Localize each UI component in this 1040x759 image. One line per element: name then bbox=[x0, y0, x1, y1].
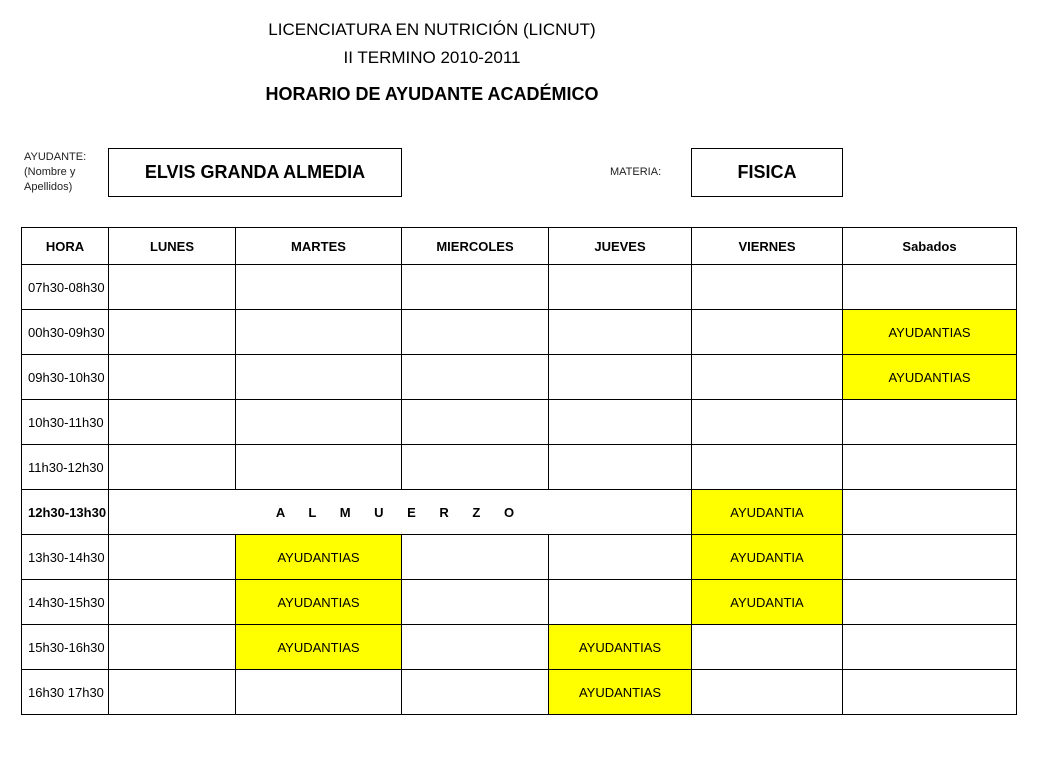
table-row bbox=[22, 445, 1017, 490]
table-cell bbox=[692, 625, 843, 670]
table-cell bbox=[549, 535, 692, 580]
table-cell bbox=[549, 400, 692, 445]
table-cell bbox=[692, 355, 843, 400]
hora-cell: 13h30-14h30 bbox=[22, 535, 109, 580]
col-header-lunes: LUNES bbox=[109, 228, 236, 265]
table-cell bbox=[843, 625, 1017, 670]
ayudantia-cell: AYUDANTIAS bbox=[236, 535, 402, 580]
ayudantia-cell: AYUDANTIAS bbox=[549, 670, 692, 715]
hora-cell: 15h30-16h30 bbox=[22, 625, 109, 670]
table-cell bbox=[843, 445, 1017, 490]
table-cell bbox=[236, 310, 402, 355]
table-row-almuerzo bbox=[22, 490, 1017, 535]
table-cell bbox=[109, 580, 236, 625]
table-cell bbox=[109, 310, 236, 355]
table-row bbox=[22, 580, 1017, 625]
table-cell bbox=[109, 355, 236, 400]
hora-cell: 12h30-13h30 bbox=[22, 490, 109, 535]
col-header-sabados: Sabados bbox=[843, 228, 1017, 265]
table-cell bbox=[402, 625, 549, 670]
ayudante-label-line2: (Nombre y bbox=[24, 166, 76, 178]
table-cell bbox=[692, 445, 843, 490]
schedule-table bbox=[21, 227, 1017, 715]
title-term: II TERMINO 2010-2011 bbox=[343, 48, 521, 67]
table-cell bbox=[549, 580, 692, 625]
col-header-hora: HORA bbox=[22, 228, 109, 265]
hora-cell: 07h30-08h30 bbox=[22, 265, 109, 310]
hora-cell: 16h30 17h30 bbox=[22, 670, 109, 715]
table-cell bbox=[692, 400, 843, 445]
table-cell bbox=[692, 310, 843, 355]
table-cell bbox=[402, 310, 549, 355]
table-cell bbox=[402, 400, 549, 445]
table-row bbox=[22, 265, 1017, 310]
table-cell bbox=[109, 535, 236, 580]
ayudantia-cell: AYUDANTIA bbox=[692, 490, 843, 535]
table-cell bbox=[549, 265, 692, 310]
table-cell bbox=[109, 670, 236, 715]
table-cell bbox=[692, 670, 843, 715]
table-cell bbox=[692, 265, 843, 310]
table-row bbox=[22, 310, 1017, 355]
table-cell bbox=[843, 490, 1017, 535]
col-header-miercoles: MIERCOLES bbox=[402, 228, 549, 265]
ayudante-label-line1: AYUDANTE: bbox=[24, 151, 87, 163]
col-header-martes: MARTES bbox=[236, 228, 402, 265]
ayudante-label-line3: Apellidos) bbox=[24, 181, 73, 193]
col-header-jueves: JUEVES bbox=[549, 228, 692, 265]
table-row bbox=[22, 355, 1017, 400]
table-cell bbox=[402, 355, 549, 400]
table-cell bbox=[843, 580, 1017, 625]
ayudantia-cell: AYUDANTIAS bbox=[549, 625, 692, 670]
table-cell bbox=[402, 670, 549, 715]
table-cell bbox=[236, 670, 402, 715]
table-cell bbox=[236, 400, 402, 445]
materia-label: MATERIA: bbox=[610, 166, 662, 178]
table-cell bbox=[109, 265, 236, 310]
table-cell bbox=[549, 355, 692, 400]
table-cell bbox=[843, 265, 1017, 310]
ayudantia-cell: AYUDANTIAS bbox=[236, 625, 402, 670]
ayudantia-cell: AYUDANTIA bbox=[692, 535, 843, 580]
table-cell bbox=[843, 400, 1017, 445]
ayudantia-cell: AYUDANTIAS bbox=[843, 310, 1017, 355]
table-cell bbox=[109, 445, 236, 490]
hora-cell: 14h30-15h30 bbox=[22, 580, 109, 625]
table-row bbox=[22, 670, 1017, 715]
ayudante-label bbox=[24, 150, 86, 195]
title-program: LICENCIATURA EN NUTRICIÓN (LICNUT) bbox=[268, 20, 596, 39]
table-cell bbox=[402, 535, 549, 580]
table-cell bbox=[402, 265, 549, 310]
table-header-row bbox=[22, 228, 1017, 265]
table-cell bbox=[843, 535, 1017, 580]
hora-cell: 00h30-09h30 bbox=[22, 310, 109, 355]
table-cell bbox=[402, 445, 549, 490]
table-cell bbox=[549, 310, 692, 355]
ayudantia-cell: AYUDANTIA bbox=[692, 580, 843, 625]
table-row bbox=[22, 625, 1017, 670]
title-schedule: HORARIO DE AYUDANTE ACADÉMICO bbox=[265, 84, 599, 104]
hora-cell: 11h30-12h30 bbox=[22, 445, 109, 490]
table-cell bbox=[236, 265, 402, 310]
table-row bbox=[22, 535, 1017, 580]
ayudante-name-box: ELVIS GRANDA ALMEDIA bbox=[108, 148, 402, 197]
table-cell bbox=[236, 445, 402, 490]
ayudantia-cell: AYUDANTIAS bbox=[236, 580, 402, 625]
almuerzo-cell: A L M U E R Z O bbox=[109, 490, 692, 535]
table-row bbox=[22, 400, 1017, 445]
hora-cell: 10h30-11h30 bbox=[22, 400, 109, 445]
table-cell bbox=[402, 580, 549, 625]
ayudantia-cell: AYUDANTIAS bbox=[843, 355, 1017, 400]
hora-cell: 09h30-10h30 bbox=[22, 355, 109, 400]
table-cell bbox=[109, 400, 236, 445]
table-cell bbox=[843, 670, 1017, 715]
table-cell bbox=[236, 355, 402, 400]
table-cell bbox=[549, 445, 692, 490]
col-header-viernes: VIERNES bbox=[692, 228, 843, 265]
table-cell bbox=[109, 625, 236, 670]
materia-value-box: FISICA bbox=[691, 148, 843, 197]
